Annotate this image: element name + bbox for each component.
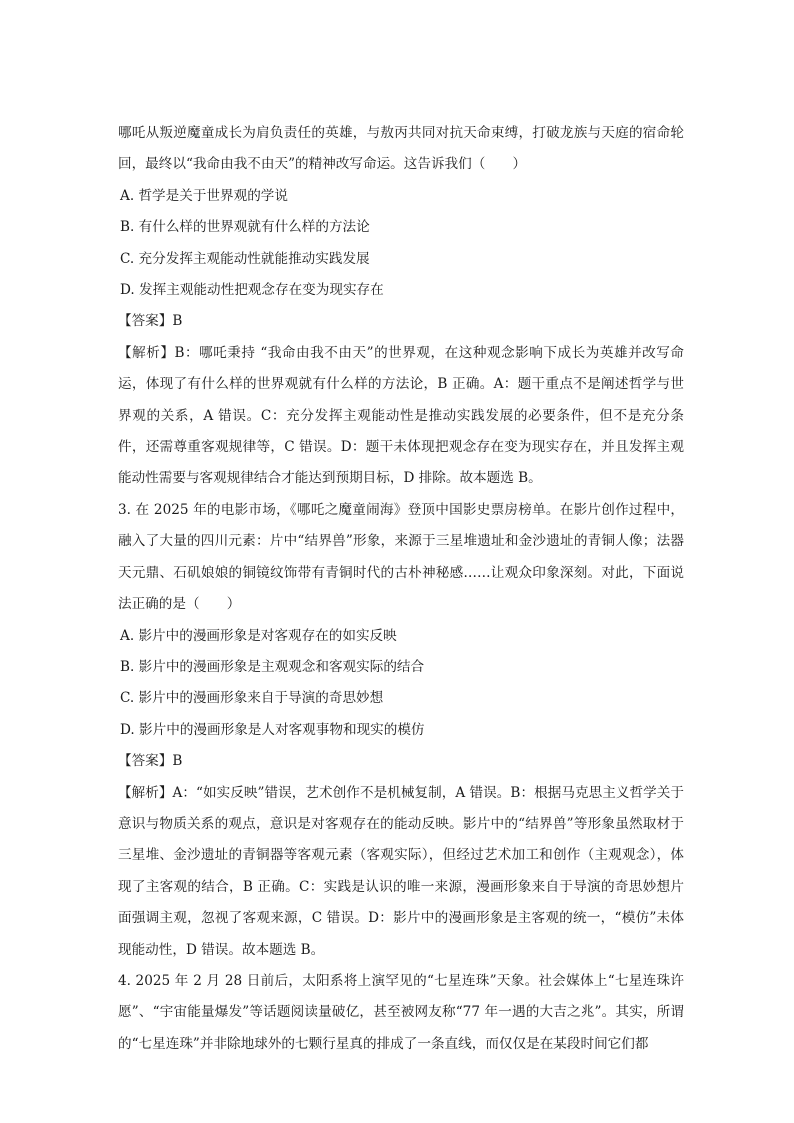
q3-answer bbox=[118, 746, 684, 777]
q2-option-b: B. 有什么样的世界观就有什么样的方法论 bbox=[120, 219, 370, 236]
q3-option-a: A. 影片中的漫画形象是对客观存在的如实反映 bbox=[120, 627, 397, 644]
analysis-text: B：哪吒秉持 “我命由我不由天”的世界观，在这种观念影响下成长为英雄并改写命运，体现了有什么样的世界观就有什么样的方法论，B 正确。A：题干重点不是阐述哲学与世界观的关系，A 错误。C：充分发挥主观能动性是推动实践发展的必要条件，但不是充分条件，还需尊重客观规律等，C 错误。D：题干未体现把观念存在变为现实存在，并且发挥主观能动性需要与客观规律结合才能达到预期目标，D 排除。故本题选 B。 bbox=[118, 344, 684, 487]
q2-analysis bbox=[118, 338, 684, 495]
answer-value: B bbox=[172, 313, 183, 330]
q2-option-c: C. 充分发挥主观能动性就能推动实践发展 bbox=[120, 250, 370, 267]
q2-option-a: A. 哲学是关于世界观的学说 bbox=[120, 187, 288, 204]
q3-option-b: B. 影片中的漫画形象是主观观念和客观实际的结合 bbox=[120, 658, 425, 675]
q2-stem: 哪吒从叛逆魔童成长为肩负责任的英雄，与敖丙共同对抗天命束缚，打破龙族与天庭的宿命轮回，最终以“我命由我不由天”的精神改写命运。这告诉我们（ ） bbox=[118, 125, 684, 173]
analysis-label: 【解析】 bbox=[118, 784, 173, 801]
q3-stem: 3. 在 2025 年的电影市场，《哪吒之魔童闹海》登顶中国影史票房榜单。在影片创作过程中，融入了大量的四川元素：片中“结界兽”形象，来源于三星堆遗址和金沙遗址的青铜人像；法器天元鼎、石矶娘娘的铜镜纹饰带有青铜时代的古朴神秘感……让观众印象深刻。对此，下面说法正确的是（ ） bbox=[118, 501, 684, 613]
q3-option-c: C. 影片中的漫画形象来自于导演的奇思妙想 bbox=[120, 690, 384, 707]
answer-label: 【答案】 bbox=[118, 753, 173, 770]
q3-option-d: D. 影片中的漫画形象是人对客观事物和现实的模仿 bbox=[120, 721, 425, 738]
document-page bbox=[118, 118, 684, 1060]
q4-stem: 4. 2025 年 2 月 28 日前后，太阳系将上演罕见的“七星连珠”天象。社会媒体上“七星连珠许愿”、“宇宙能量爆发”等话题阅读量破亿，甚至被网友称“77 年一遇的大吉之兆”。其实，所谓的“七星连珠”并非除地球外的七颗行星真的排成了一条直线，而仅仅是在某段时间它们都 bbox=[118, 972, 684, 1052]
answer-value: B bbox=[172, 753, 183, 770]
analysis-text: A：“如实反映”错误，艺术创作不是机械复制，A 错误。B：根据马克思主义哲学关于意识与物质关系的观点，意识是对客观存在的能动反映。影片中的“结界兽”等形象虽然取材于三星堆、金沙遗址的青铜器等客观元素（客观实际），但经过艺术加工和创作（主观观念），体现了主客观的结合，B 正确。C：实践是认识的唯一来源，漫画形象来自于导演的奇思妙想片面强调主观，忽视了客观来源，C 错误。D：影片中的漫画形象是主客观的统一，“模仿”未体现能动性，D 错误。故本题选 B。 bbox=[118, 784, 685, 958]
answer-label: 【答案】 bbox=[118, 313, 173, 330]
q2-answer bbox=[118, 306, 684, 337]
q3-analysis bbox=[118, 778, 684, 966]
q2-option-d: D. 发挥主观能动性把观念存在变为现实存在 bbox=[120, 282, 384, 299]
analysis-label: 【解析】 bbox=[118, 344, 175, 361]
